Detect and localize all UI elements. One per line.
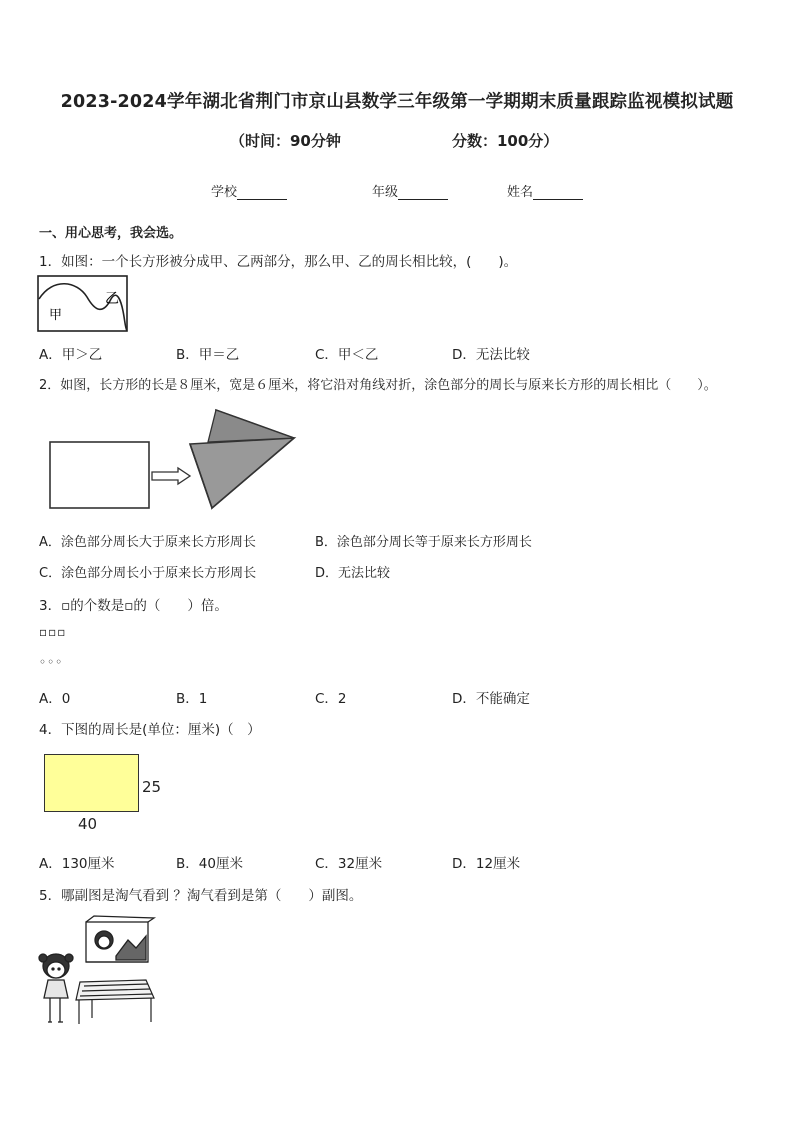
picture-board xyxy=(86,916,154,962)
name-label: 姓名 xyxy=(507,185,534,200)
girl-figure xyxy=(39,954,73,1022)
arrow-icon xyxy=(152,468,190,484)
score-label: 分数：100分） xyxy=(452,132,559,150)
original-rectangle xyxy=(50,442,149,508)
exam-title: 2023-2024学年湖北省荆门市京山县数学三年级第一学期期末质量跟踪监视模拟试题 xyxy=(60,92,734,112)
width-label: 40 xyxy=(78,815,98,833)
school-field[interactable] xyxy=(211,181,287,200)
q2-option-d[interactable]: D．无法比较 xyxy=(315,566,391,581)
question-3-text: 3．▫的个数是▫的（ ）倍。 xyxy=(39,598,228,614)
name-blank[interactable] xyxy=(533,185,583,200)
name-field[interactable] xyxy=(507,181,583,200)
q1-option-d[interactable]: D．无法比较 xyxy=(452,347,530,363)
q3-option-b[interactable]: B．1 xyxy=(176,691,208,707)
question-4-text: 4．下图的周长是(单位：厘米)（ ） xyxy=(39,722,261,738)
grade-label: 年级 xyxy=(372,185,399,200)
q3-option-a[interactable]: A．0 xyxy=(39,691,71,707)
q3-option-c[interactable]: C．2 xyxy=(315,691,347,707)
question-5-text: 5．哪副图是淘气看到 ？淘气看到是第（ ）副图。 xyxy=(39,888,363,904)
section-heading: 一、用心思考，我会选。 xyxy=(39,226,183,241)
yi-label: 乙 xyxy=(105,292,119,307)
grade-field[interactable] xyxy=(372,181,448,200)
q2-option-a[interactable]: A．涂色部分周长大于原来长方形周长 xyxy=(39,535,256,550)
school-blank[interactable] xyxy=(237,185,287,200)
shaded-flap xyxy=(208,410,294,442)
grade-blank[interactable] xyxy=(398,185,448,200)
q3-option-d[interactable]: D．不能确定 xyxy=(452,691,530,707)
school-label: 学校 xyxy=(211,185,238,200)
q1-option-a[interactable]: A．甲＞乙 xyxy=(39,347,103,363)
time-label: （时间：90分钟 xyxy=(230,132,341,150)
question-1-text: 1．如图：一个长方形被分成甲、乙两部分，那么甲、乙的周长相比较，( )。 xyxy=(39,254,518,270)
squares-row: ▫▫▫ xyxy=(39,625,67,639)
q2-option-b[interactable]: B．涂色部分周长等于原来长方形周长 xyxy=(315,535,532,550)
question-1-figure xyxy=(37,275,129,333)
q4-option-b[interactable]: B．40厘米 xyxy=(176,856,243,872)
shaded-triangle xyxy=(190,438,294,508)
q1-option-c[interactable]: C．甲＜乙 xyxy=(315,347,379,363)
q4-option-c[interactable]: C．32厘米 xyxy=(315,856,383,872)
jia-label: 甲 xyxy=(49,307,63,322)
q1-option-b[interactable]: B．甲＝乙 xyxy=(176,347,240,363)
yellow-rectangle xyxy=(44,754,139,812)
question-5-illustration xyxy=(36,914,166,1028)
q4-option-d[interactable]: D．12厘米 xyxy=(452,856,521,872)
circles-row: ◦◦◦ xyxy=(39,655,64,669)
q2-option-c[interactable]: C．涂色部分周长小于原来长方形周长 xyxy=(39,566,257,581)
question-2-figure xyxy=(48,408,298,513)
question-2-text: 2．如图，长方形的长是８厘米，宽是６厘米，将它沿对角线对折，涂色部分的周长与原来长方形的周长相比（ ）。 xyxy=(39,378,717,393)
q4-option-a[interactable]: A．130厘米 xyxy=(39,856,115,872)
height-label: 25 xyxy=(142,778,162,796)
table-figure xyxy=(76,980,154,1024)
